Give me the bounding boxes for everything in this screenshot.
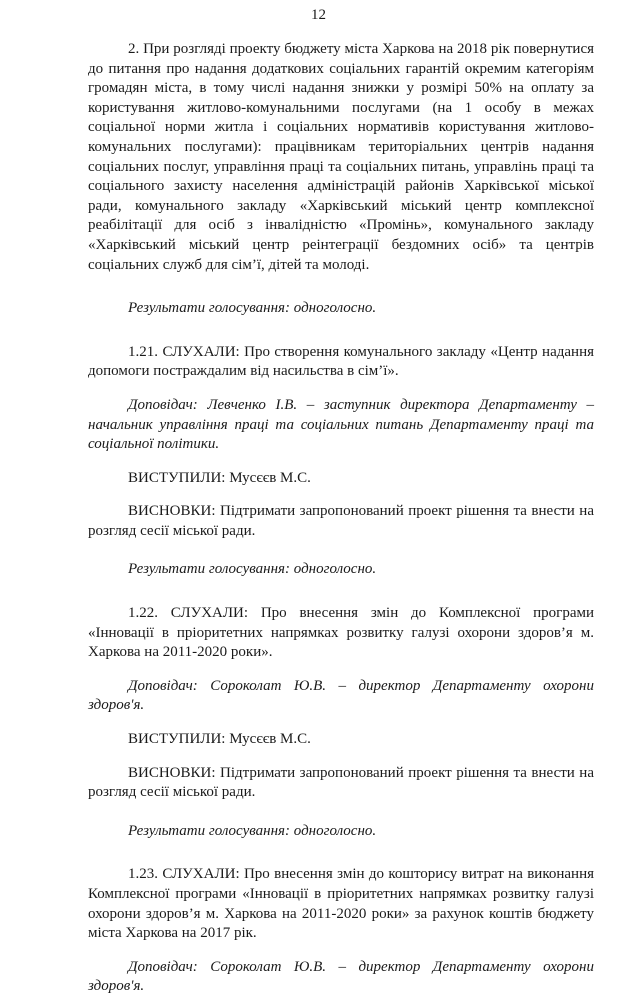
vote-result: Результати голосування: одноголосно. (128, 822, 377, 839)
document-body (88, 40, 594, 997)
heard-text: 1.22. СЛУХАЛИ: Про внесення змін до Комплексної програми «Інновації в пріоритетних напрямках розвитку галузі охорони здоров’я м. Харкова на 2011-2020 роки». (88, 605, 594, 661)
conclusion-text: ВИСНОВКИ: Підтримати запропонований проект рішення та внести на розгляд сесії міської ради. (88, 764, 594, 801)
speaker-text: Доповідач: Сороколат Ю.В. – директор Департаменту охорони здоров'я. (88, 677, 594, 714)
vote-result-1: Результати голосування: одноголосно. (128, 300, 377, 317)
page-number: 12 (311, 7, 326, 23)
agenda-item-1-21 (88, 343, 594, 580)
vote-result: Результати голосування: одноголосно. (128, 561, 377, 578)
spoke-text: ВИСТУПИЛИ: Мусєєв М.С. (128, 469, 311, 486)
speaker-text: Доповідач: Левченко І.В. – заступник директора Департаменту – начальник управління праці та соціальних питань Департаменту праці та соціальної політики. (88, 396, 594, 453)
agenda-item-1-22 (88, 604, 594, 841)
heard-text: 1.21. СЛУХАЛИ: Про створення комунального закладу «Центр надання допомоги постраждалим від насильства в сім’ї». (88, 343, 594, 380)
conclusion-text: ВИСНОВКИ: Підтримати запропонований проект рішення та внести на розгляд сесії міської ради. (88, 503, 594, 539)
spoke-text: ВИСТУПИЛИ: Мусєєв М.С. (128, 731, 311, 748)
agenda-item-1-23 (88, 865, 594, 997)
heard-text: 1.23. СЛУХАЛИ: Про внесення змін до кошторису витрат на виконання Комплексної програми «Інновації в пріоритетних напрямках розвитку галузі охорони здоров’я м. Харкова на 2011-2020 роки» за рахунок коштів бюджету міста Харкова на 2017 рік. (88, 866, 594, 942)
speaker-text: Доповідач: Сороколат Ю.В. – директор Департаменту охорони здоров'я. (88, 958, 594, 995)
paragraph-2: 2. При розгляді проекту бюджету міста Харкова на 2018 рік повернутися до питання про надання додаткових соціальних гарантій окремим категоріям громадян міста, в тому числі надання знижки у розмірі 50% на оплату за користування житлово-комунальними послугами (на 1 особу в межах соціальної норми житла і соціальних нормативів користування житлово-комунальних послугами): працівникам територіальних центрів надання соціальних послуг, управління праці та соціальних питань, управлінь праці та соціального захисту населення адміністрацій районів Харківської міської ради, комунального закладу «Харківський міський центр комплексної реабілітації для осіб з інвалідністю «Промінь», комунального закладу «Харківський міський центр реінтеграції бездомних осіб» та центрів соціальних служб для сім’ї, дітей та молоді. (88, 41, 594, 273)
